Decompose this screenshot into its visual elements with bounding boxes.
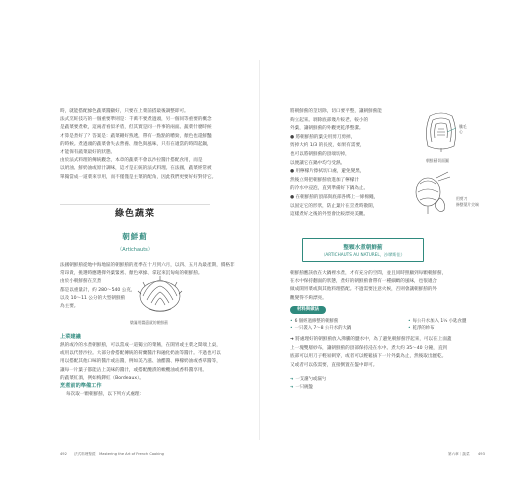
body-line: 在水中保持翻面的狀態，煮好的朝鮮薊會帶有一種細緻的風味，也很適合 [290, 279, 438, 285]
body-line: 才算是煮好了？答案是：蔬菜剛好熟透，帶有一點點的嚼勁，顏色也還鮮豔 [60, 133, 212, 139]
body-line: 才能保有蔬菜最好的狀態。 [60, 150, 116, 155]
equipment-item: ➜ 一支濾勺或漏勺 [290, 375, 326, 383]
left-page-number: 492 [60, 452, 67, 456]
right-page [260, 0, 520, 500]
artichoke-caption: 燉滿用醬還就的朝鮮薊 [130, 320, 168, 325]
section-title: 綠色蔬菜 [114, 209, 155, 219]
artichoke-title: 朝鮮薊 [122, 232, 148, 241]
artichoke-cross-section-illustration [422, 108, 460, 156]
cross-section-caption: 朝鮮薊切面圖 [426, 158, 449, 163]
body-line: 的冷水中浸泡，直到準備好下鍋為止。 [290, 186, 369, 192]
body-line: 每次取一顆朝鮮薊，以下列方式處理： [66, 392, 145, 397]
body-line: 由於法式料理的傳統觀念，本章的蔬菜不會以沙拉醬汁搭配食用，而是 [60, 158, 203, 164]
body-line: 也可以將朝鮮薊的頂端切掉， [290, 152, 350, 157]
left-running-title: 法式料理聖經 Mastering the Art of French Cooking [74, 452, 164, 456]
body-line: 由於小朝鮮薊在烹煮 [60, 279, 102, 285]
body-line: 外葉，讓朝鮮薊的外觀更乾淨整潔。 [290, 126, 364, 132]
artichoke-subtitle: （Artichauts） [117, 247, 153, 253]
body-line: 然後立刻把朝鮮薊放進加了檸檬汁 [290, 177, 359, 183]
body-line: 用以搭配其他口味的醬汁或沾醬，例如美乃滋、油醋醬、檸檬奶油或香草醬等， [60, 359, 221, 365]
body-line: 將朝鮮薊的莖切除，切口要平整，讓朝鮮薊能 [290, 109, 382, 114]
body-line: ● 在朝鮮薊的頂部與底部各綁上一條棉繩， [290, 195, 379, 200]
section-divider [60, 204, 210, 205]
body-line: 時，就能搭配綠色蔬菜醬顯好，只要在上菜前搭最後調整即可。 [60, 109, 189, 114]
trimming-illustration [410, 168, 454, 218]
body-line: 做成開胃菜或與其他料理搭配。不過需要注意火候，否則會讓朝鮮薊的外 [290, 287, 438, 293]
ingredient-item: • 6 個經過修整的朝鮮薊 [290, 318, 338, 325]
right-page-number: 493 [478, 452, 485, 456]
trim-caption-line1: 用剪刀 [456, 196, 468, 201]
right-running-title: 第六章｜蔬菜 [448, 452, 470, 456]
prep-heading: 烹煮前的準備工作 [60, 383, 102, 389]
body-line: 為主要。 [60, 304, 79, 309]
recipe-subtitle: （ARTICHAUTS AU NATUREL，沙嗲斯佳） [321, 252, 405, 257]
body-line: 這樣煮好之後的外型會比較漂亮美觀。 [290, 212, 369, 218]
body-line: 的蔬菜紅酒，例如梅鐸紅（Bordeaux）。 [60, 375, 144, 381]
ingredient-item: • 乾淨的紗布 [408, 325, 435, 332]
body-line: 的時候。煮過頭的蔬菜會失去營養、顏色與風味，只有在適當的時間起鍋， [60, 141, 212, 147]
serving-heading: 上菜建議 [60, 334, 81, 340]
recipe-title-box [302, 238, 424, 262]
body-line: 讓每一片葉子都能沾上美味的醬汁，或搭配醃漬的橄欖油或香料醬享用。 [60, 367, 208, 373]
body-line: ● 將朝鮮薊的葉尖用剪刀剪掉， [290, 134, 356, 140]
body-line: 熱的或冷的水煮朝鮮薊，可以當成一道獨立的菜餚，在開胃或主菜之間端上桌， [60, 343, 221, 348]
body-line: 底部可以用刀子輕易刺穿，或者可以輕鬆拔下一片外葉為止，然後取出瀝乾。 [290, 354, 447, 360]
artichoke-illustration [135, 272, 185, 316]
recipe-title: 整顆水煮朝鮮薊 [343, 245, 383, 251]
body-line: 剪掉大約 1/3 的長度，如果有需要， [290, 143, 365, 149]
body-line: ➜ 將處理好的朝鮮薊放入沸騰的鹽水中，為了避免朝鮮薊浮起來，可以在上面蓋 [290, 337, 452, 342]
body-line: 又或者可以依需要，直接倒置在盤中即可。 [290, 362, 378, 368]
trim-caption-line2: 修整葉片尖端 [456, 202, 479, 207]
body-line: 或用以代替沙拉。大部分會搭配傳統的荷蘭醬汁和融化奶油等醬汁。不過也可以 [60, 351, 221, 357]
ingredient-item: • 一只裝入 7～8 公升水的大鍋 [290, 325, 351, 332]
equipment-item: ➜ 一只碗盤 [290, 383, 313, 391]
body-line: 都是以重量計，約 280～540 公克， [60, 287, 136, 293]
body-line: 觀變得不夠漂亮。 [290, 295, 327, 301]
body-line: 常昂貴，挑選時應選擇外葉緊密、顏色翠綠、拿起來沉甸甸的朝鮮薊。 [60, 271, 203, 277]
body-line: 以奶油、鮮奶油或原汁調味，這才是正統的法式料理。在法國，蔬菜經常被 [60, 166, 212, 172]
ingredients-label: 材料與做法 [290, 306, 326, 314]
ingredient-item: • 每公升水加入 1½ 小匙食鹽 [408, 318, 466, 325]
body-line: 以固定它的形狀，防止葉片在烹煮時散開， [290, 203, 378, 209]
body-line: 夠立起來。剝除底部幾片較老、較小的 [290, 117, 369, 123]
body-line: 以及 10～11 公分的大型朝鮮薊 [60, 295, 126, 301]
body-line: ● 用檸檬片擦拭切口處，避免變黑， [290, 169, 365, 175]
body-line: 朝鮮薊應該放在大鍋裡水煮，才有充分的空間，並且同時照顧到每顆朝鮮薊， [290, 271, 447, 276]
body-line: 以便讓它在鍋中均勻受熱。 [290, 160, 346, 166]
body-line: 上一塊雙層紗布，讓朝鮮薊的頂部保持浸在水中。煮大約 35～40 分鐘，直到 [290, 345, 448, 351]
body-line: 法式烹飪技巧的一個重要準則是：千萬不要煮過頭，另一個同等重要的概念 [60, 117, 212, 123]
choke-label: 纖毛心 [459, 124, 467, 134]
body-line: 法國朝鮮薊從地中海地區的朝鮮薊的產季在十月到六月，以四、五月為最產期，價格非 [60, 263, 235, 268]
body-line: 單獨當成一道菜來享用，而不僅僅是主菜的配角，因此我們更要好好對待它。 [60, 174, 217, 180]
body-line: 是蔬菜要煮軟，這兩者看似矛盾，但其實是同一件事的兩面。蔬菜什麼時候 [60, 125, 212, 131]
